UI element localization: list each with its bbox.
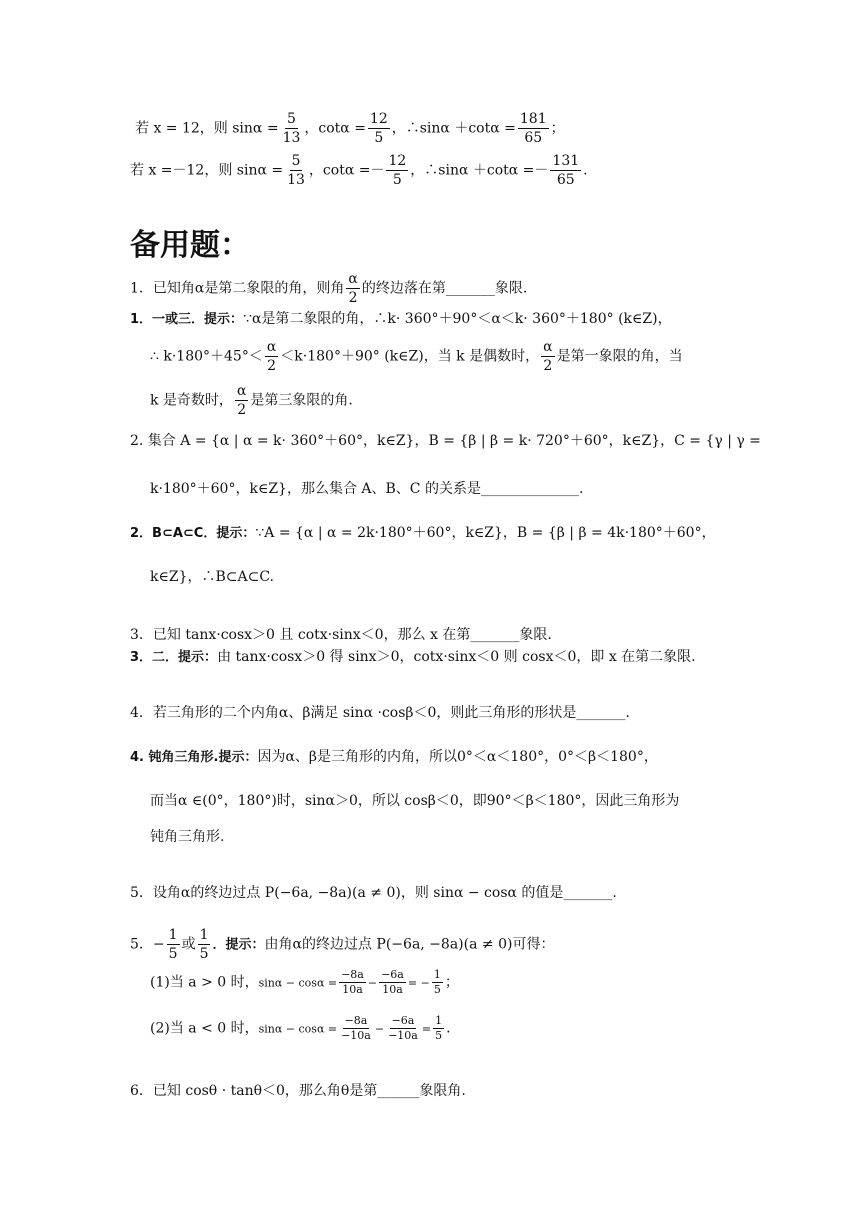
numerator: −8a — [341, 968, 364, 981]
answer-5-case-1 — [150, 968, 459, 997]
numerator: α — [348, 271, 358, 287]
denominator: 5 — [168, 946, 178, 962]
text: 由 tanx·cosx＞0 得 sinx＞0，cotx·sinx＜0 则 cosx＜0，即 x 在第二象限. — [217, 649, 696, 665]
top-line-2 — [130, 152, 588, 189]
denominator: 13 — [282, 130, 301, 146]
fraction — [167, 926, 180, 963]
text: 因为α、β是三角形的内角，所以0°＜α＜180°，0°＜β＜180°， — [257, 749, 658, 765]
text: ，cotα = — [304, 120, 366, 137]
fraction — [368, 110, 390, 147]
text: = − — [407, 976, 430, 990]
hint-label: 提示： — [218, 750, 258, 765]
question-6: 6．已知 cosθ · tanθ＜0，那么角θ是第______象限角. — [130, 1083, 466, 1099]
numerator: −6a — [381, 968, 404, 981]
numerator: 12 — [369, 111, 388, 127]
numerator: 131 — [552, 153, 580, 169]
numerator: 1 — [168, 927, 178, 943]
text: k 是奇数时， — [150, 392, 233, 409]
fraction — [281, 110, 303, 147]
numerator: 5 — [287, 111, 296, 127]
numerator: α — [236, 383, 247, 399]
answer-1-line-2 — [150, 338, 683, 375]
denominator: 5 — [435, 1029, 443, 1042]
denominator: −10a — [341, 1029, 371, 1042]
hint-label: 提示： — [204, 312, 244, 327]
text: ； — [550, 120, 565, 137]
denominator: 65 — [524, 130, 543, 146]
numerator: 181 — [519, 111, 547, 127]
text: ，∴sinα ＋cotα =－ — [410, 162, 549, 179]
answer-5-line-1 — [130, 926, 554, 963]
denominator: 5 — [374, 130, 384, 146]
text: 是第一象限的角，当 — [556, 348, 683, 365]
answer-2-line-1 — [130, 522, 716, 545]
text: 若 x = 12，则 sinα = — [135, 120, 279, 137]
text: (2)当 a < 0 时， — [150, 1020, 259, 1037]
fraction — [433, 1014, 444, 1043]
fraction — [386, 152, 408, 189]
text: ，cotα =－ — [308, 162, 385, 179]
text: − — [367, 976, 378, 990]
fraction — [379, 968, 406, 997]
answer-2-line-2: k∈Z}，∴B⊂A⊂C. — [150, 569, 275, 585]
fraction — [198, 926, 211, 963]
fraction — [550, 152, 581, 189]
text: − — [374, 1022, 385, 1036]
text: sinα − cosα = — [258, 1022, 338, 1036]
denominator: 2 — [237, 402, 247, 418]
fraction — [285, 152, 307, 189]
answer-lead: 4. 钝角三角形. — [130, 750, 219, 765]
denominator: 5 — [392, 172, 402, 188]
text: ∴ k·180°＋45°＜ — [150, 348, 263, 365]
numerator: α — [543, 339, 553, 355]
hint-label: 提示： — [216, 526, 256, 541]
numerator: 5 — [291, 153, 301, 169]
numerator: −6a — [391, 1014, 415, 1027]
denominator: 2 — [543, 358, 553, 374]
answer-lead: 2．B⊂A⊂C． — [130, 526, 217, 541]
fraction — [432, 968, 443, 997]
answer-lead: 3．二． — [130, 650, 179, 665]
text: ∵A = {α | α = 2k·180°＋60°，k∈Z}，B = {β | β = 4k·180°＋60°， — [255, 525, 716, 541]
text: ＜k·180°＋90° (k∈Z)，当 k 是偶数时， — [280, 348, 540, 365]
text: ∵α是第二象限的角，∴k· 360°＋90°＜α＜k· 360°＋180° (k∈Z)， — [243, 311, 672, 327]
numerator: 1 — [435, 1014, 443, 1027]
denominator: 2 — [267, 358, 277, 374]
answer-lead: 1．一或三． — [130, 312, 205, 327]
fraction — [386, 1014, 420, 1043]
text: 若 x =－12，则 sinα = — [130, 162, 284, 179]
text: ． — [212, 937, 226, 953]
fraction — [339, 968, 366, 997]
denominator: 10a — [382, 983, 403, 996]
text: ，∴sinα ＋cotα = — [391, 120, 516, 137]
top-line-1 — [135, 110, 565, 147]
answer-4-line-1 — [130, 746, 658, 769]
question-4: 4．若三角形的二个内角α、β满足 sinα ·cosβ＜0，则此三角形的形状是_______. — [130, 705, 630, 721]
question-3: 3．已知 tanx·cosx＞0 且 cotx·sinx＜0，那么 x 在第_______象限. — [130, 627, 552, 643]
text: 5．− — [130, 936, 165, 953]
answer-3 — [130, 646, 696, 669]
text: 或 — [181, 936, 196, 953]
text: sinα − cosα = — [258, 976, 338, 990]
answer-4-line-2: 而当α ∈(0°，180°)时，sinα＞0，所以 cosβ＜0，即90°＜β＜180°，因此三角形为 — [150, 793, 680, 809]
hint-label: 提示： — [225, 937, 265, 953]
numerator: α — [266, 339, 277, 355]
fraction — [265, 338, 278, 375]
text: = — [421, 1022, 432, 1036]
question-5: 5．设角α的终边过点 P(−6a, −8a)(a ≠ 0)，则 sinα − cosα 的值是_______. — [130, 885, 617, 901]
answer-1-line-3 — [150, 382, 353, 419]
fraction — [235, 382, 248, 419]
text: 由角α的终边过点 P(−6a, −8a)(a ≠ 0)可得： — [264, 936, 555, 953]
text: . — [583, 162, 588, 179]
question-2-line-2: k·180°＋60°，k∈Z}，那么集合 A、B、C 的关系是______________. — [150, 481, 584, 497]
numerator: 12 — [388, 153, 407, 169]
answer-5-case-2 — [150, 1014, 451, 1043]
fraction — [518, 110, 549, 147]
fraction — [541, 338, 554, 375]
answer-1-line-1 — [130, 308, 672, 331]
text: 1．已知角α是第二象限的角，则角 — [130, 280, 345, 297]
text: 的终边落在第_______象限. — [361, 280, 528, 297]
fraction — [339, 1014, 373, 1043]
text: ； — [444, 974, 459, 991]
question-1 — [130, 270, 527, 307]
question-2-line-1: 2. 集合 A = {α | α = k· 360°＋60°，k∈Z}，B = {β | β = k· 720°＋60°，k∈Z}，C = {γ | γ = — [130, 433, 761, 449]
denominator: 2 — [348, 290, 358, 306]
denominator: 10a — [342, 983, 363, 996]
denominator: 5 — [199, 946, 209, 962]
denominator: 5 — [433, 983, 441, 996]
answer-4-line-3: 钝角三角形. — [150, 829, 225, 845]
numerator: 1 — [433, 968, 441, 981]
text: 是第三象限的角. — [250, 392, 353, 409]
denominator: 13 — [287, 172, 305, 188]
numerator: 1 — [199, 927, 209, 943]
denominator: 65 — [556, 172, 575, 188]
fraction — [346, 270, 359, 307]
denominator: −10a — [388, 1029, 418, 1042]
hint-label: 提示： — [178, 650, 218, 665]
text: (1)当 a > 0 时， — [150, 974, 259, 991]
numerator: −8a — [344, 1014, 368, 1027]
section-heading: 备用题： — [130, 228, 250, 263]
text: . — [446, 1020, 451, 1037]
